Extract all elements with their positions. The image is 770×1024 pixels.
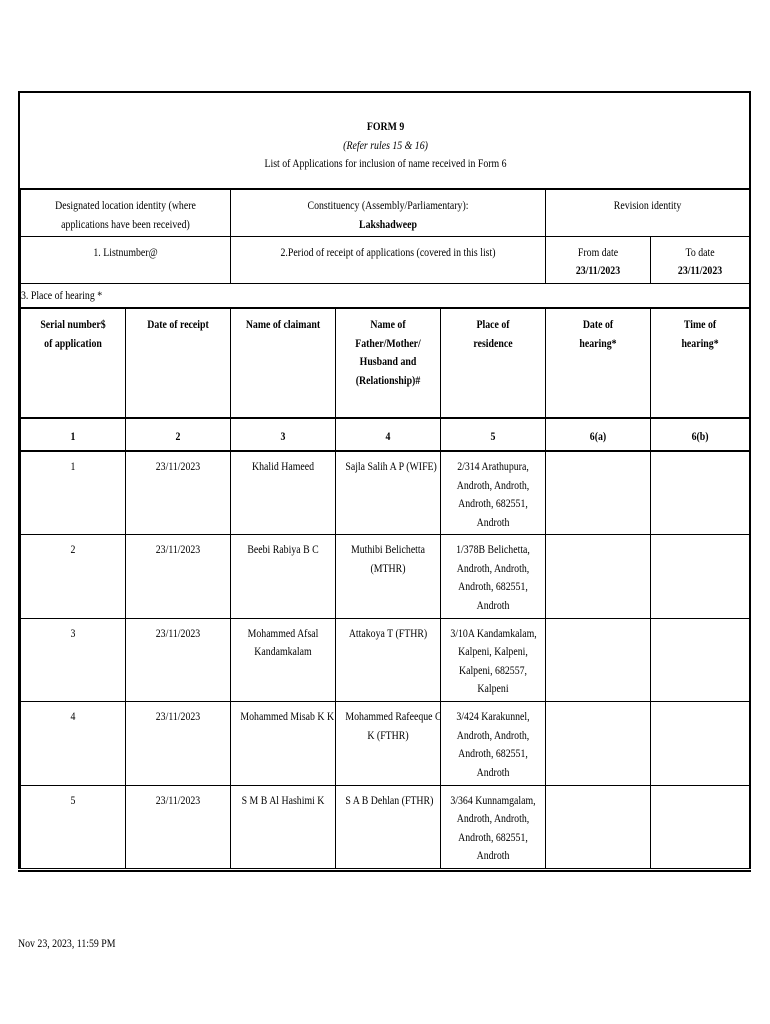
table-row [21,535,750,619]
place-of-hearing-cell [21,283,750,308]
cell-time-hearing [651,702,750,786]
cell-relation: Attakoya T (FTHR) [336,618,441,702]
cell-relation: Muthibi Belichetta (MTHR) [336,535,441,619]
cell-time-hearing [651,451,750,535]
cell-residence: 3/424 Karakunnel, Androth, Androth, Androth, 682551, Androth [441,702,546,786]
cell-residence: 1/378B Belichetta, Androth, Androth, Androth, 682551, Androth [441,535,546,619]
col-number: 6(a) [546,418,651,451]
cell-residence: 3/364 Kunnamgalam, Androth, Androth, Androth, 682551, Androth [441,785,546,869]
designated-location-label-2: applications have been received) [61,216,190,231]
cell-date-hearing [546,451,651,535]
table-row [21,618,750,702]
cell-serial: 5 [21,785,126,869]
col-residence-header: Place of residence [441,308,546,418]
col-time-hearing-header: Time of hearing* [651,308,750,418]
cell-serial: 2 [21,535,126,619]
col-number: 2 [126,418,231,451]
revision-identity-cell [546,189,750,236]
to-date-cell [651,236,750,283]
to-date-value: 23/11/2023 [677,263,723,277]
place-of-hearing-label: 3. Place of hearing * [21,287,103,302]
col-relation-header: Name of Father/Mother/ Husband and (Relationship)# [336,308,441,418]
col-number: 5 [441,418,546,451]
constituency-label: Constituency (Assembly/Parliamentary): [307,198,469,212]
col-number: 3 [231,418,336,451]
col-number: 4 [336,418,441,451]
constituency-cell [231,189,546,236]
constituency-value: Lakshadweep [359,216,417,231]
cell-time-hearing [651,785,750,869]
designated-location-label: Designated location identity (where [55,198,196,212]
table-row [21,702,750,786]
cell-date: 23/11/2023 [126,785,231,869]
table-row [21,785,750,869]
form-subtitle: List of Applications for inclusion of name received in Form 6 [263,156,507,170]
period-label: 2.Period of receipt of applications (covered in this list) [280,244,496,259]
designated-location-cell [21,189,231,236]
cell-date-hearing [546,618,651,702]
from-date-value: 23/11/2023 [575,263,621,277]
table-bottom-border [18,870,751,872]
form-table [20,93,750,869]
cell-relation: Sajla Salih A P (WIFE) [336,451,441,535]
from-date-cell [546,236,651,283]
list-number-label: 1. Listnumber@ [93,244,158,259]
col-claimant-header: Name of claimant [231,308,336,418]
cell-claimant: S M B Al Hashimi K [231,785,336,869]
cell-claimant: Beebi Rabiya B C [231,535,336,619]
cell-date-hearing [546,785,651,869]
cell-serial: 3 [21,618,126,702]
print-timestamp: Nov 23, 2023, 11:59 PM [18,936,116,950]
cell-claimant: Mohammed Afsal Kandamkalam [231,618,336,702]
cell-date: 23/11/2023 [126,535,231,619]
form-title: FORM 9 [366,119,404,133]
form-header [21,93,750,189]
col-number: 1 [21,418,126,451]
cell-time-hearing [651,535,750,619]
form-9-document [18,91,751,869]
cell-relation: S A B Dehlan (FTHR) [336,785,441,869]
revision-identity-label: Revision identity [613,198,682,212]
cell-residence: 2/314 Arathupura, Androth, Androth, Androth, 682551, Androth [441,451,546,535]
cell-date-hearing [546,702,651,786]
col-number: 6(b) [651,418,750,451]
cell-residence: 3/10A Kandamkalam, Kalpeni, Kalpeni, Kalpeni, 682557, Kalpeni [441,618,546,702]
cell-date-hearing [546,535,651,619]
col-date-receipt-header: Date of receipt [126,308,231,418]
period-cell [231,236,546,283]
from-date-label: From date [577,244,619,259]
cell-date: 23/11/2023 [126,702,231,786]
cell-serial: 4 [21,702,126,786]
form-rules: (Refer rules 15 & 16) [342,137,428,152]
col-serial-header: Serial number$ of application [21,308,126,418]
list-number-cell [21,236,231,283]
table-row [21,451,750,535]
cell-time-hearing [651,618,750,702]
cell-claimant: Khalid Hameed [231,451,336,535]
col-date-hearing-header: Date of hearing* [546,308,651,418]
cell-claimant: Mohammed Misab K K [231,702,336,786]
cell-date: 23/11/2023 [126,451,231,535]
to-date-label: To date [685,244,715,259]
cell-date: 23/11/2023 [126,618,231,702]
cell-serial: 1 [21,451,126,535]
cell-relation: Mohammed Rafeeque C K (FTHR) [336,702,441,786]
